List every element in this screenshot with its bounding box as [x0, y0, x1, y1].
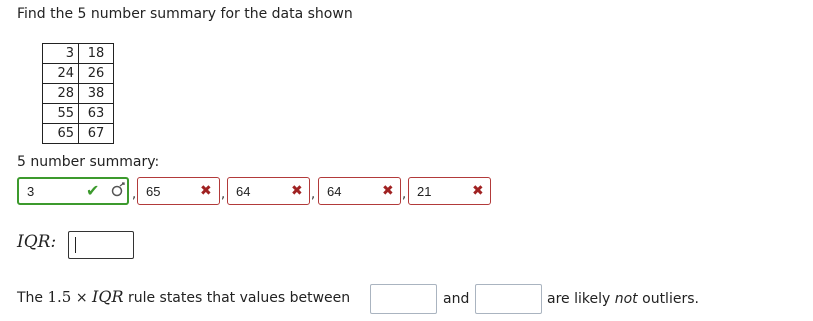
redo-icon[interactable] [110, 181, 128, 199]
table-cell: 24 [43, 64, 79, 84]
table-row [43, 64, 114, 84]
suffix-pre: are likely [547, 291, 611, 307]
table-cell: 65 [43, 124, 79, 144]
table-cell: 28 [43, 84, 79, 104]
suffix-emphasis: not [614, 291, 638, 307]
upper-fence-input[interactable] [475, 284, 542, 314]
answer-value: 64 [327, 183, 342, 199]
rule-factor: 1.5 [47, 288, 72, 306]
cross-icon: ✖ [200, 183, 212, 199]
data-table [42, 43, 114, 144]
question-text: Find the 5 number summary for the data shown [17, 6, 353, 22]
table-cell: 26 [79, 64, 114, 84]
table-cell: 63 [79, 104, 114, 124]
separator: , [402, 187, 407, 202]
table-row [43, 44, 114, 64]
answer-value: 65 [146, 183, 161, 199]
cross-icon: ✖ [472, 183, 484, 199]
iqr-input[interactable] [68, 231, 134, 259]
text-caret [75, 237, 76, 253]
table-row [43, 84, 114, 104]
check-icon: ✔ [86, 181, 100, 200]
rule-iqr: IQR [92, 287, 124, 306]
iqr-label: IQR: [17, 232, 57, 252]
summary-label: 5 number summary: [17, 154, 160, 170]
table-cell: 55 [43, 104, 79, 124]
suffix-post: outliers. [642, 291, 699, 307]
answer-value: 64 [236, 183, 251, 199]
rule-statement [17, 287, 350, 306]
rule-prefix: The [17, 290, 44, 306]
cross-icon: ✖ [291, 183, 303, 199]
rule-text: rule states that values between [127, 290, 351, 306]
answer-value: 21 [417, 183, 432, 199]
cross-icon: ✖ [382, 183, 394, 199]
answer-value: 3 [27, 183, 35, 199]
table-cell: 38 [79, 84, 114, 104]
and-word: and [443, 291, 470, 307]
separator: , [221, 187, 226, 202]
table-cell: 3 [43, 44, 79, 64]
table-row [43, 104, 114, 124]
table-row [43, 124, 114, 144]
separator: , [132, 187, 137, 202]
rule-suffix [547, 291, 699, 307]
separator: , [311, 187, 316, 202]
lower-fence-input[interactable] [370, 284, 437, 314]
table-cell: 18 [79, 44, 114, 64]
table-cell: 67 [79, 124, 114, 144]
times-symbol: × [75, 290, 88, 306]
